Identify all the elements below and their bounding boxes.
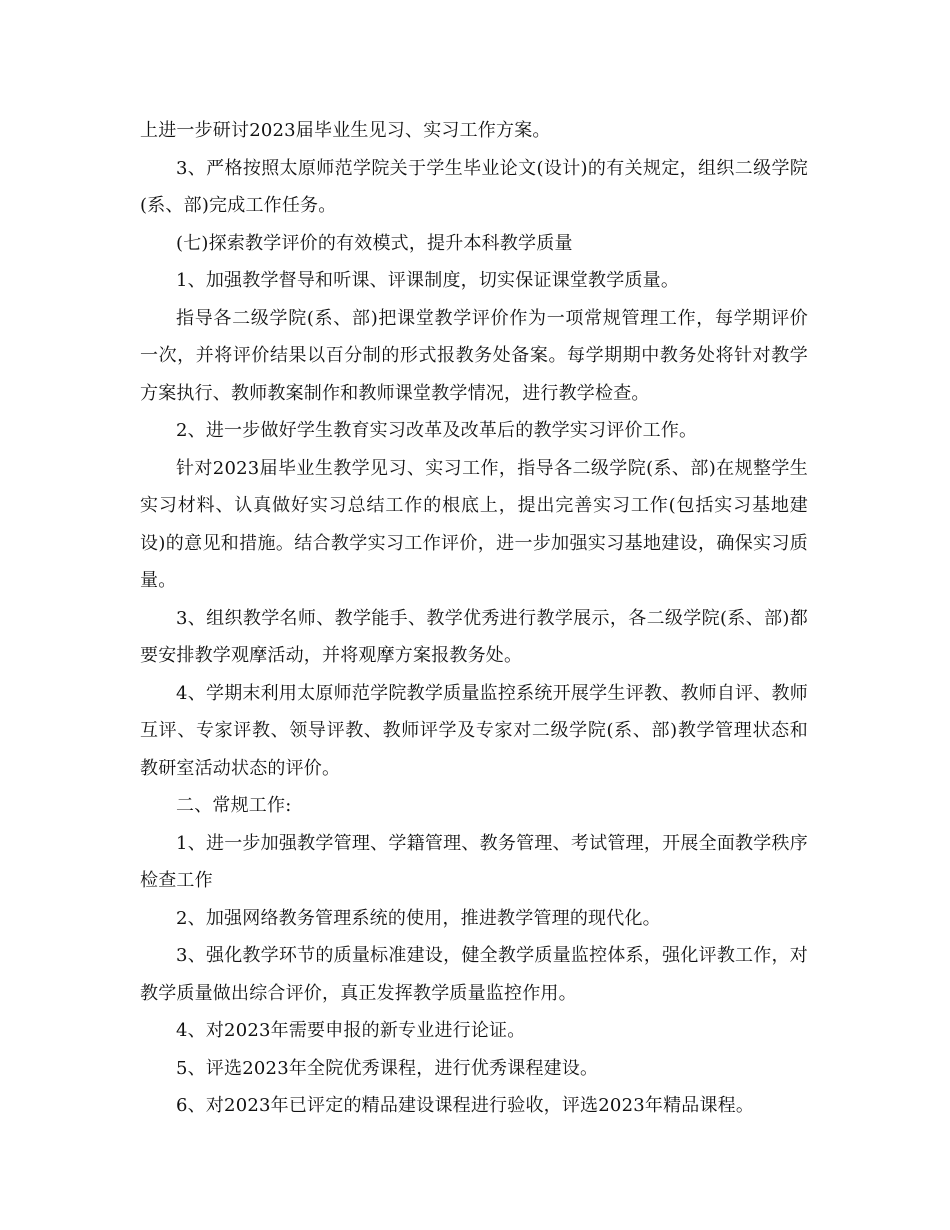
paragraph-evaluation-guidance: 指导各二级学院(系、部)把课堂教学评价作为一项常规管理工作，每学期评价一次，并将评价结果以百分制的形式报教务处备案。每学期期中教务处将针对教学方案执行、教师教案制作和教师课堂教学情况，进行教学检查。 <box>140 307 808 404</box>
paragraph-quality-monitoring: 4、学期末利用太原师范学院教学质量监控系统开展学生评教、教师自评、教师互评、专家评教、领导评教、教师评学及专家对二级学院(系、部)教学管理状态和教研室活动状态的评价。 <box>140 682 808 779</box>
paragraph-routine-2: 2、加强网络教务管理系统的使用，推进教学管理的现代化。 <box>176 907 661 929</box>
paragraph-teaching-showcase: 3、组织教学名师、教学能手、教学优秀进行教学展示，各二级学院(系、部)都要安排教学观摩活动，并将观摩方案报教务处。 <box>140 607 808 666</box>
paragraph-routine-4: 4、对2023年需要申报的新专业进行论证。 <box>176 1020 526 1041</box>
paragraph-routine-1: 1、进一步加强教学管理、学籍管理、教务管理、考试管理，开展全面教学秩序检查工作 <box>140 832 808 891</box>
paragraph-routine-5: 5、评选2023年全院优秀课程，进行优秀课程建设。 <box>176 1057 599 1079</box>
paragraph-supervision: 1、加强教学督导和听课、评课制度，切实保证课堂教学质量。 <box>176 270 680 291</box>
paragraph-internship-details: 针对2023届毕业生教学见习、实习工作，指导各二级学院(系、部)在规整学生实习材料、认真做好实习总结工作的根底上，提出完善实习工作(包括实习基地建设)的意见和措施。结合教学实习工作评价，进一步加强实习基地建设，确保实习质量。 <box>140 457 808 591</box>
section-heading-seven: (七)探索教学评价的有效模式，提升本科教学质量 <box>176 232 573 254</box>
paragraph-internship-reform: 2、进一步做好学生教育实习改革及改革后的教学实习评价工作。 <box>176 420 698 441</box>
section-heading-routine: 二、常规工作: <box>176 795 292 816</box>
paragraph-routine-3: 3、强化教学环节的质量标准建设，健全教学质量监控体系，强化评教工作，对教学质量做出综合评价，真正发挥教学质量监控作用。 <box>140 945 808 1004</box>
document-body <box>140 112 808 1125</box>
paragraph-thesis-rule: 3、严格按照太原师范学院关于学生毕业论文(设计)的有关规定，组织二级学院(系、部)完成工作任务。 <box>140 157 808 216</box>
paragraph-continuation: 上进一步研讨2023届毕业生见习、实习工作方案。 <box>140 120 551 141</box>
paragraph-routine-6: 6、对2023年已评定的精品建设课程进行验收，评选2023年精品课程。 <box>176 1095 755 1116</box>
